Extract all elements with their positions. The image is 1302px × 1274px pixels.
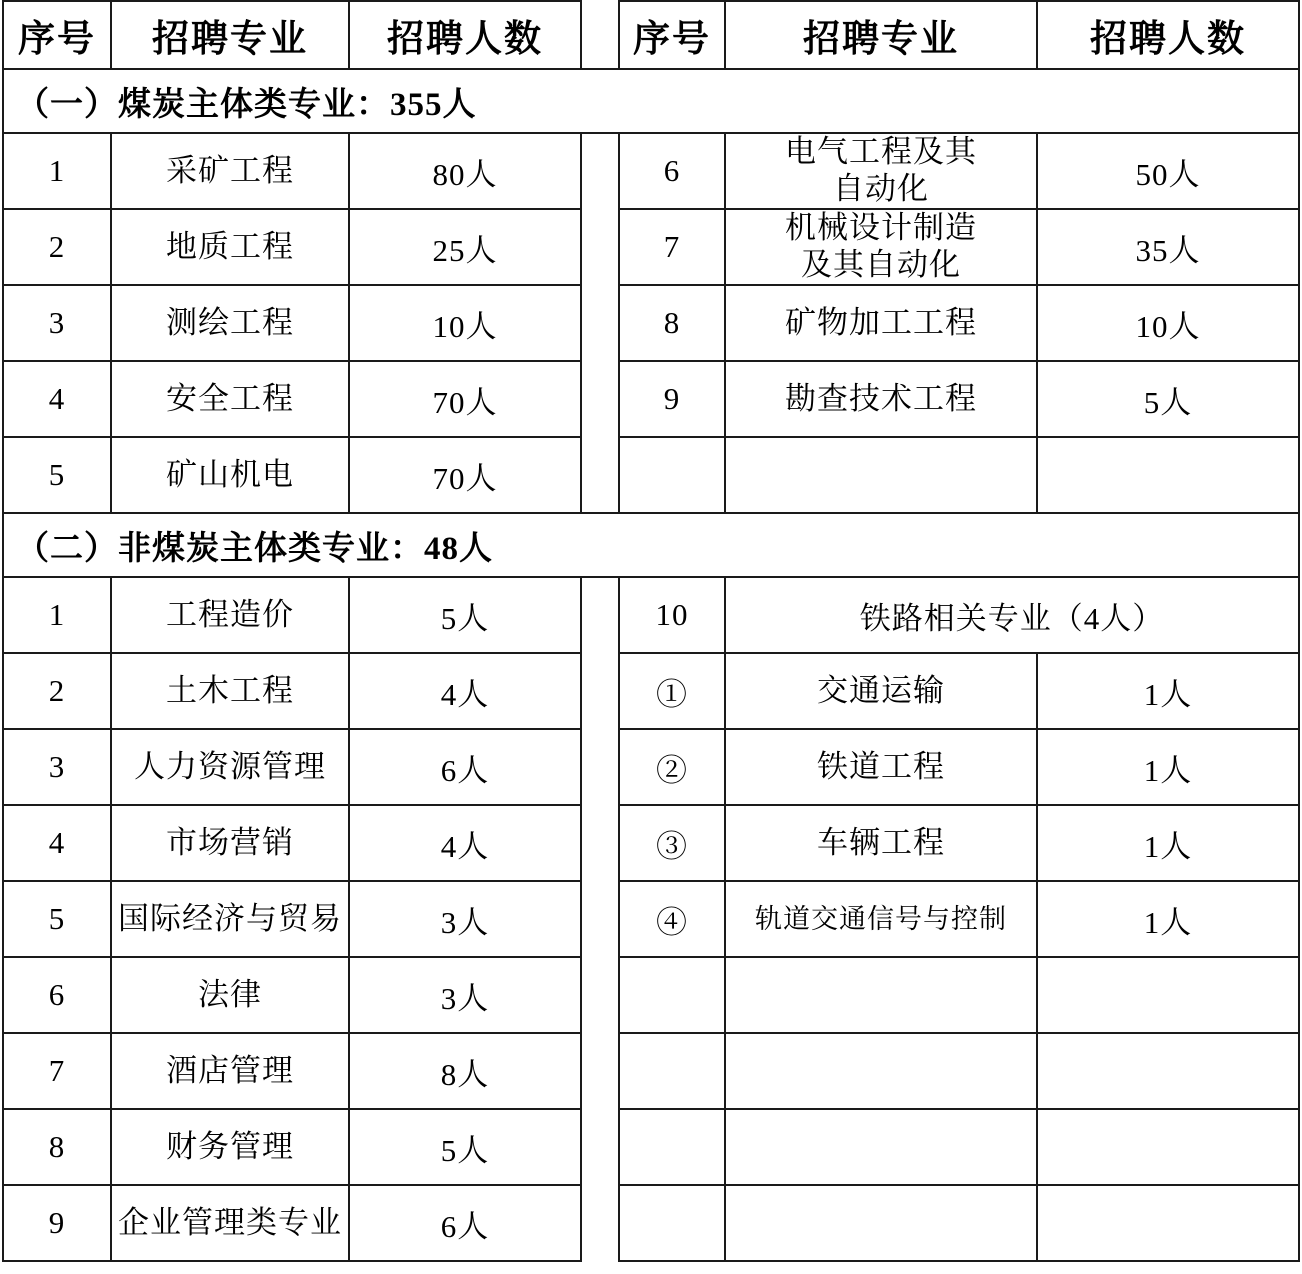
row-major-left: 法律 xyxy=(111,957,349,1033)
table-row xyxy=(3,577,1299,653)
row-major-left: 工程造价 xyxy=(111,577,349,653)
row-major-left: 土木工程 xyxy=(111,653,349,729)
column-gap xyxy=(581,1,619,69)
column-gap xyxy=(581,1109,619,1185)
row-count-right: 1人 xyxy=(1037,653,1299,729)
row-no-right: 9 xyxy=(619,361,725,437)
row-count-right xyxy=(1037,957,1299,1033)
row-count-left: 3人 xyxy=(349,881,581,957)
row-major-left: 矿山机电 xyxy=(111,437,349,513)
row-no-right: 10 xyxy=(619,577,725,653)
row-major-right-line2: 及其自动化 xyxy=(801,247,961,282)
row-major-left: 财务管理 xyxy=(111,1109,349,1185)
row-major-left: 人力资源管理 xyxy=(111,729,349,805)
row-count-right: 1人 xyxy=(1037,805,1299,881)
row-no-left: 4 xyxy=(3,805,111,881)
row-no-right: ④ xyxy=(619,881,725,957)
row-major-left: 采矿工程 xyxy=(111,133,349,209)
row-count-left: 10人 xyxy=(349,285,581,361)
table-row xyxy=(3,133,1299,209)
column-gap xyxy=(581,361,619,437)
row-major-right-merged: 铁路相关专业（4人） xyxy=(725,577,1299,653)
row-no-left: 5 xyxy=(3,881,111,957)
row-no-left: 3 xyxy=(3,285,111,361)
section-title-row xyxy=(3,513,1299,577)
row-major-right: 交通运输 xyxy=(725,653,1037,729)
row-major-right xyxy=(725,209,1037,285)
column-gap xyxy=(581,653,619,729)
row-no-left: 9 xyxy=(3,1185,111,1261)
column-gap xyxy=(581,285,619,361)
row-major-right: 车辆工程 xyxy=(725,805,1037,881)
column-gap xyxy=(581,957,619,1033)
section-title-noncoal: （二）非煤炭主体类专业：48人 xyxy=(3,513,1299,577)
row-major-left: 安全工程 xyxy=(111,361,349,437)
row-count-left: 70人 xyxy=(349,361,581,437)
table-row xyxy=(3,437,1299,513)
row-major-left: 地质工程 xyxy=(111,209,349,285)
row-count-right xyxy=(1037,1185,1299,1261)
row-no-right xyxy=(619,1033,725,1109)
row-count-left: 3人 xyxy=(349,957,581,1033)
column-gap xyxy=(581,729,619,805)
column-gap xyxy=(581,209,619,285)
row-major-left: 测绘工程 xyxy=(111,285,349,361)
row-major-right-line1: 机械设计制造 xyxy=(785,210,977,246)
row-count-right: 1人 xyxy=(1037,729,1299,805)
column-gap xyxy=(581,133,619,209)
table-row xyxy=(3,1109,1299,1185)
column-gap xyxy=(581,1185,619,1261)
column-gap xyxy=(581,577,619,653)
row-count-left: 8人 xyxy=(349,1033,581,1109)
row-count-left: 6人 xyxy=(349,1185,581,1261)
row-no-left: 7 xyxy=(3,1033,111,1109)
header-count-right: 招聘人数 xyxy=(1037,1,1299,69)
table-row xyxy=(3,881,1299,957)
row-major-right: 勘查技术工程 xyxy=(725,361,1037,437)
row-count-left: 4人 xyxy=(349,805,581,881)
header-no-left: 序号 xyxy=(3,1,111,69)
row-count-right: 5人 xyxy=(1037,361,1299,437)
header-major-left: 招聘专业 xyxy=(111,1,349,69)
table-row xyxy=(3,957,1299,1033)
row-no-left: 5 xyxy=(3,437,111,513)
row-count-left: 70人 xyxy=(349,437,581,513)
column-gap xyxy=(581,805,619,881)
header-count-left: 招聘人数 xyxy=(349,1,581,69)
row-no-right: 8 xyxy=(619,285,725,361)
row-no-right: 6 xyxy=(619,133,725,209)
row-major-left: 企业管理类专业 xyxy=(111,1185,349,1261)
table-row xyxy=(3,805,1299,881)
row-count-left: 4人 xyxy=(349,653,581,729)
table-row xyxy=(3,1185,1299,1261)
column-gap xyxy=(581,1033,619,1109)
row-major-right-line1: 电气工程及其 xyxy=(785,134,977,170)
row-major-right xyxy=(725,1185,1037,1261)
header-major-right: 招聘专业 xyxy=(725,1,1037,69)
row-no-right xyxy=(619,1109,725,1185)
column-gap xyxy=(581,881,619,957)
row-major-right: 轨道交通信号与控制 xyxy=(725,881,1037,957)
row-no-right xyxy=(619,437,725,513)
row-no-left: 4 xyxy=(3,361,111,437)
row-major-right: 铁道工程 xyxy=(725,729,1037,805)
table-row xyxy=(3,285,1299,361)
row-major-right xyxy=(725,1109,1037,1185)
row-no-left: 1 xyxy=(3,577,111,653)
row-major-right: 矿物加工工程 xyxy=(725,285,1037,361)
row-count-right: 35人 xyxy=(1037,209,1299,285)
row-no-right: ① xyxy=(619,653,725,729)
row-count-right xyxy=(1037,437,1299,513)
row-no-left: 8 xyxy=(3,1109,111,1185)
row-count-right: 50人 xyxy=(1037,133,1299,209)
row-count-right: 10人 xyxy=(1037,285,1299,361)
section-title-row xyxy=(3,69,1299,133)
table-row xyxy=(3,729,1299,805)
row-no-left: 2 xyxy=(3,209,111,285)
row-no-left: 3 xyxy=(3,729,111,805)
row-no-left: 1 xyxy=(3,133,111,209)
row-major-right xyxy=(725,133,1037,209)
row-no-right xyxy=(619,1185,725,1261)
row-major-right-line2: 自动化 xyxy=(833,171,929,206)
row-count-right xyxy=(1037,1033,1299,1109)
row-major-left: 酒店管理 xyxy=(111,1033,349,1109)
table-row xyxy=(3,653,1299,729)
section-title-coal: （一）煤炭主体类专业：355人 xyxy=(3,69,1299,133)
row-no-right xyxy=(619,957,725,1033)
recruitment-table xyxy=(2,0,1300,1262)
table-row xyxy=(3,1033,1299,1109)
row-count-right xyxy=(1037,1109,1299,1185)
table-header-row xyxy=(3,1,1299,69)
row-major-right xyxy=(725,957,1037,1033)
row-major-left: 国际经济与贸易 xyxy=(111,881,349,957)
header-no-right: 序号 xyxy=(619,1,725,69)
table-row xyxy=(3,209,1299,285)
row-major-left: 市场营销 xyxy=(111,805,349,881)
row-no-left: 6 xyxy=(3,957,111,1033)
row-no-left: 2 xyxy=(3,653,111,729)
row-count-left: 5人 xyxy=(349,1109,581,1185)
row-count-left: 80人 xyxy=(349,133,581,209)
row-count-right: 1人 xyxy=(1037,881,1299,957)
row-count-left: 6人 xyxy=(349,729,581,805)
column-gap xyxy=(581,437,619,513)
row-no-right: 7 xyxy=(619,209,725,285)
row-major-right xyxy=(725,1033,1037,1109)
table-row xyxy=(3,361,1299,437)
row-count-left: 5人 xyxy=(349,577,581,653)
row-major-right xyxy=(725,437,1037,513)
row-count-left: 25人 xyxy=(349,209,581,285)
row-no-right: ③ xyxy=(619,805,725,881)
row-no-right: ② xyxy=(619,729,725,805)
